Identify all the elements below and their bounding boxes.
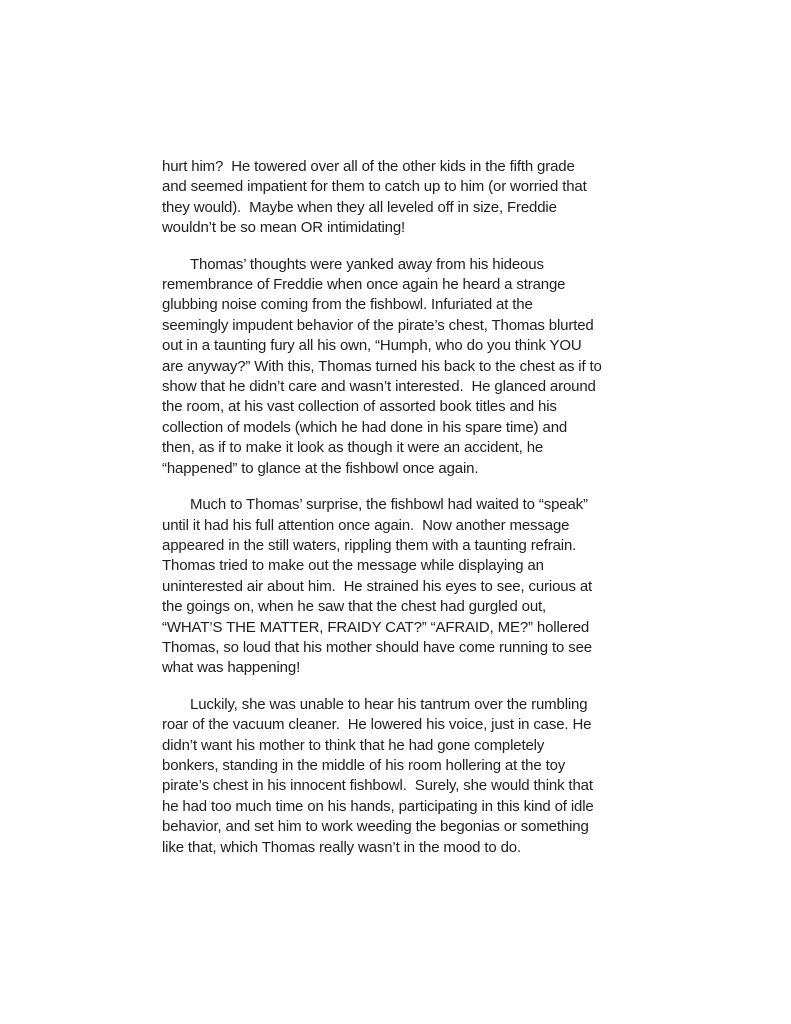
text-line: what was happening!: [162, 659, 301, 677]
paragraph: [162, 157, 672, 239]
text-line: wouldn’t be so mean OR intimidating!: [162, 219, 406, 237]
text-line: he had too much time on his hands, participating in this kind of idle: [162, 797, 594, 815]
paragraph: [162, 495, 672, 679]
text-line: they would). Maybe when they all leveled off in size, Freddie: [162, 198, 557, 216]
text-line: Thomas’ thoughts were yanked away from his hideous: [190, 255, 544, 273]
text-line: Much to Thomas’ surprise, the fishbowl had waited to “speak”: [190, 496, 588, 514]
text-line: show that he didn’t care and wasn’t interested. He glanced around: [162, 378, 596, 396]
text-line: hurt him? He towered over all of the other kids in the fifth grade: [162, 158, 575, 175]
text-line: glubbing noise coming from the fishbowl. Infuriated at the: [162, 296, 533, 314]
text-line: like that, which Thomas really wasn’t in the mood to do.: [162, 838, 522, 856]
text-line: uninterested air about him. He strained his eyes to see, curious at: [162, 577, 593, 595]
text-line: pirate’s chest in his innocent fishbowl. Surely, she would think that: [162, 777, 593, 795]
text-line: seemingly impudent behavior of the pirate’s chest, Thomas blurted: [162, 316, 594, 334]
text-line: remembrance of Freddie when once again he heard a strange: [162, 276, 566, 294]
text-line: behavior, and set him to work weeding the begonias or something: [162, 818, 589, 836]
text-line: Luckily, she was unable to hear his tantrum over the rumbling: [190, 695, 588, 713]
text-line: “happened” to glance at the fishbowl once again.: [162, 459, 479, 477]
text-line: and seemed impatient for them to catch up to him (or worried that: [162, 178, 587, 196]
text-line: out in a taunting fury all his own, “Humph, who do you think YOU: [162, 337, 582, 355]
text-line: Thomas tried to make out the message while displaying an: [162, 557, 544, 575]
text-line: bonkers, standing in the middle of his room hollering at the toy: [162, 756, 566, 774]
paragraph: [162, 695, 672, 858]
text-line: roar of the vacuum cleaner. He lowered his voice, just in case. He: [162, 716, 592, 734]
text-line: until it had his full attention once again. Now another message: [162, 516, 570, 534]
text-line: didn’t want his mother to think that he had gone completely: [162, 736, 545, 754]
text-line: appeared in the still waters, rippling them with a taunting refrain.: [162, 536, 577, 554]
text-line: the room, at his vast collection of assorted book titles and his: [162, 398, 557, 416]
text-line: Thomas, so loud that his mother should have come running to see: [162, 638, 592, 656]
text-line: “WHAT’S THE MATTER, FRAIDY CAT?” “AFRAID, ME?” hollered: [162, 618, 590, 636]
text-line: the goings on, when he saw that the chest had gurgled out,: [162, 598, 547, 616]
text-line: are anyway?” With this, Thomas turned his back to the chest as if to: [162, 357, 602, 375]
paragraph: [162, 255, 672, 479]
text-line: collection of models (which he had done in his spare time) and: [162, 418, 568, 436]
text-line: then, as if to make it look as though it were an accident, he: [162, 439, 544, 457]
page-text: [162, 157, 672, 858]
